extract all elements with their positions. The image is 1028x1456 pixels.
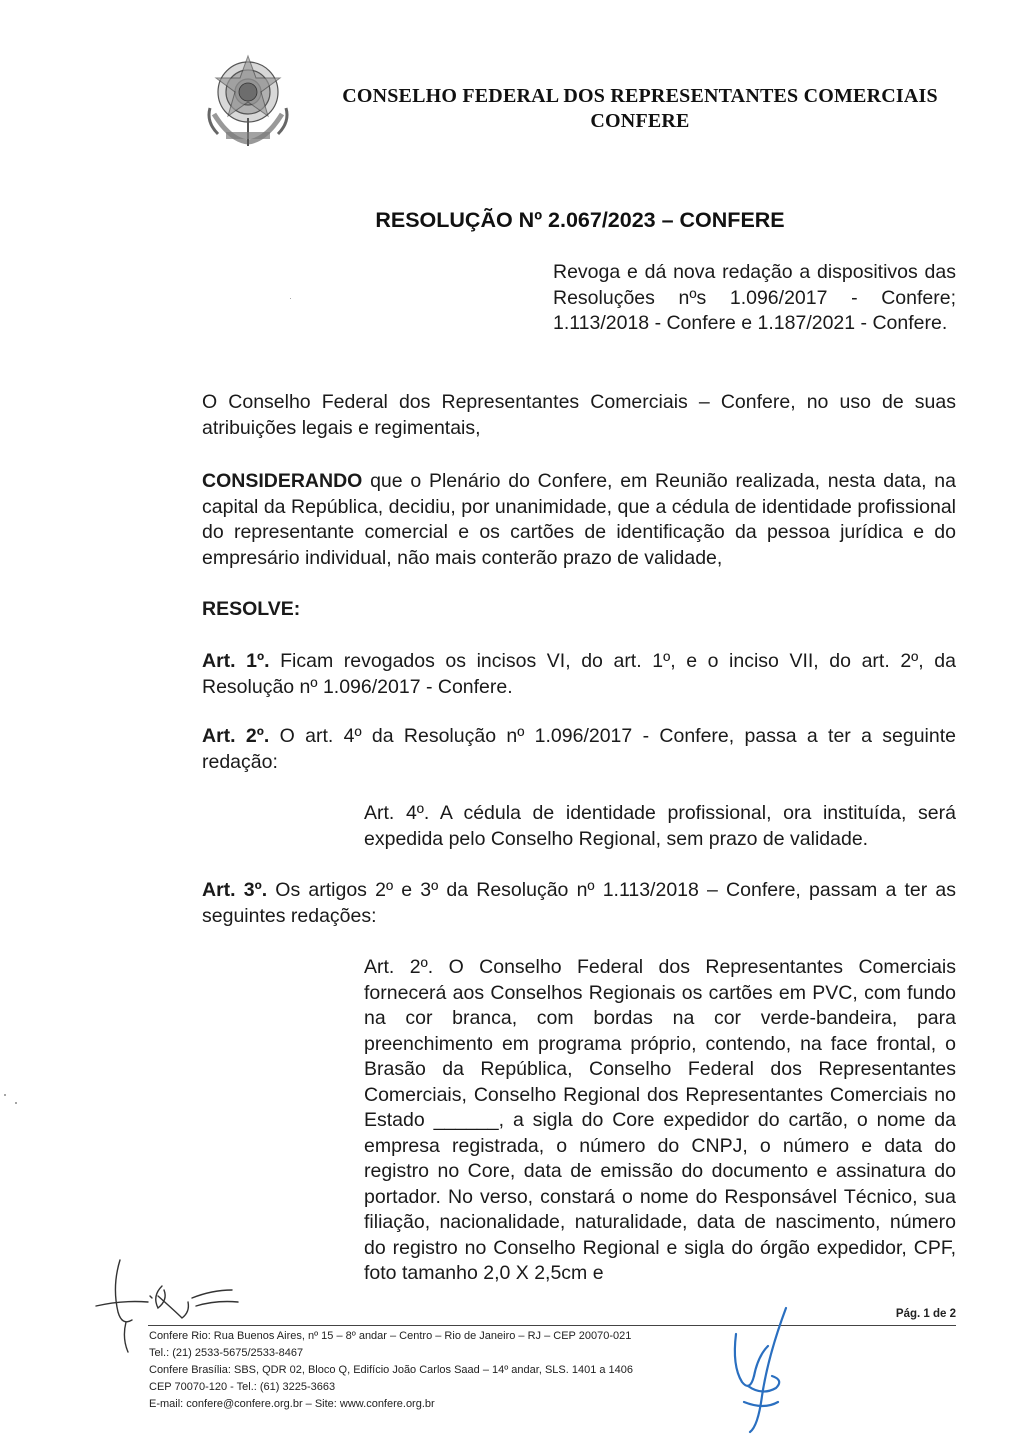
quoted-article-4: Art. 4º. A cédula de identidade profissional, ora instituída, será expedida pelo Conselho Regional, sem prazo de validade. bbox=[364, 802, 956, 850]
resolution-title: RESOLUÇÃO Nº 2.067/2023 – CONFERE bbox=[375, 208, 785, 232]
article-1 bbox=[202, 649, 956, 700]
scan-speck bbox=[4, 1094, 6, 1096]
footer-line-rio-address: Confere Rio: Rua Buenos Aires, nº 15 – 8º andar – Centro – Rio de Janeiro – RJ – CEP 20070-021 bbox=[149, 1330, 632, 1342]
organization-acronym: CONFERE bbox=[590, 110, 690, 132]
handwritten-signature-right bbox=[728, 1306, 798, 1436]
footer-line-rio-phone: Tel.: (21) 2533-5675/2533-8467 bbox=[149, 1347, 304, 1359]
scan-speck bbox=[15, 1102, 17, 1104]
quoted-article-2: Art. 2º. O Conselho Federal dos Representantes Comerciais fornecerá aos Conselhos Regionais os cartões em PVC, com fundo na cor branca, com bordas na cor verde-bandeira, para preenchimento em programa próprio, contendo, na face frontal, o Brasão da República, Conselho Federal dos Representantes Comerciais, Conselho Regional dos Representantes Comerciais no Estado ______, a sigla do Core expedidor do cartão, o nome da empresa registrada, o número do CNPJ, o número e data do registro no Core, data de emissão do documento e assinatura do portador. No verso, constará o nome do Responsável Técnico, sua filiação, nacionalidade, naturalidade, data de nascimento, número do registro no Conselho Regional e sigla do órgão expedidor, CPF, foto tamanho 2,0 X 2,5cm e bbox=[364, 956, 956, 1284]
article-3 bbox=[202, 878, 956, 929]
considering-text: que o Plenário do Confere, em Reunião realizada, nesta data, na capital da República, decidiu, por unanimidade, que a cédula de identidade profissional do representante comercial e os cartões de identificação da pessoa jurídica e do empresário individual, não mais conterão prazo de validade, bbox=[202, 470, 956, 569]
resolution-summary: Revoga e dá nova redação a dispositivos das Resoluções nºs 1.096/2017 - Confere; 1.113/2018 - Confere e 1.187/2021 - Confere. bbox=[553, 261, 956, 334]
resolve-heading: RESOLVE: bbox=[202, 598, 301, 620]
footer-line-brasilia-phone: CEP 70070-120 - Tel.: (61) 3225-3663 bbox=[149, 1381, 336, 1393]
considering-paragraph bbox=[202, 469, 956, 571]
footer-divider bbox=[148, 1325, 956, 1326]
article-2 bbox=[202, 724, 956, 775]
considering-label: CONSIDERANDO bbox=[202, 470, 363, 492]
brazil-coat-of-arms-icon bbox=[200, 48, 296, 148]
page-number: Pág. 1 de 2 bbox=[895, 1308, 956, 1320]
article-1-label: Art. 1º. bbox=[202, 650, 270, 672]
article-3-label: Art. 3º. bbox=[202, 879, 268, 901]
footer-line-brasilia-address: Confere Brasília: SBS, QDR 02, Bloco Q, Edifício João Carlos Saad – 14º andar, SLS. 1401 a 1406 bbox=[149, 1364, 634, 1376]
article-3-text: Os artigos 2º e 3º da Resolução nº 1.113/2018 – Confere, passam a ter as seguintes redações: bbox=[202, 879, 956, 927]
article-2-label: Art. 2º. bbox=[202, 725, 270, 747]
intro-paragraph: O Conselho Federal dos Representantes Comerciais – Confere, no uso de suas atribuições legais e regimentais, bbox=[202, 391, 956, 439]
footer-line-contact: E-mail: confere@confere.org.br – Site: www.confere.org.br bbox=[149, 1398, 435, 1410]
scan-speck bbox=[290, 298, 291, 299]
article-2-text: O art. 4º da Resolução nº 1.096/2017 - Confere, passa a ter a seguinte redação: bbox=[202, 725, 956, 773]
handwritten-initials-left bbox=[92, 1256, 252, 1356]
organization-name: CONSELHO FEDERAL DOS REPRESENTANTES COMERCIAIS bbox=[342, 85, 938, 107]
article-1-text: Ficam revogados os incisos VI, do art. 1º, e o inciso VII, do art. 2º, da Resolução nº 1.096/2017 - Confere. bbox=[202, 650, 956, 698]
resolve-label: RESOLVE bbox=[202, 598, 294, 620]
